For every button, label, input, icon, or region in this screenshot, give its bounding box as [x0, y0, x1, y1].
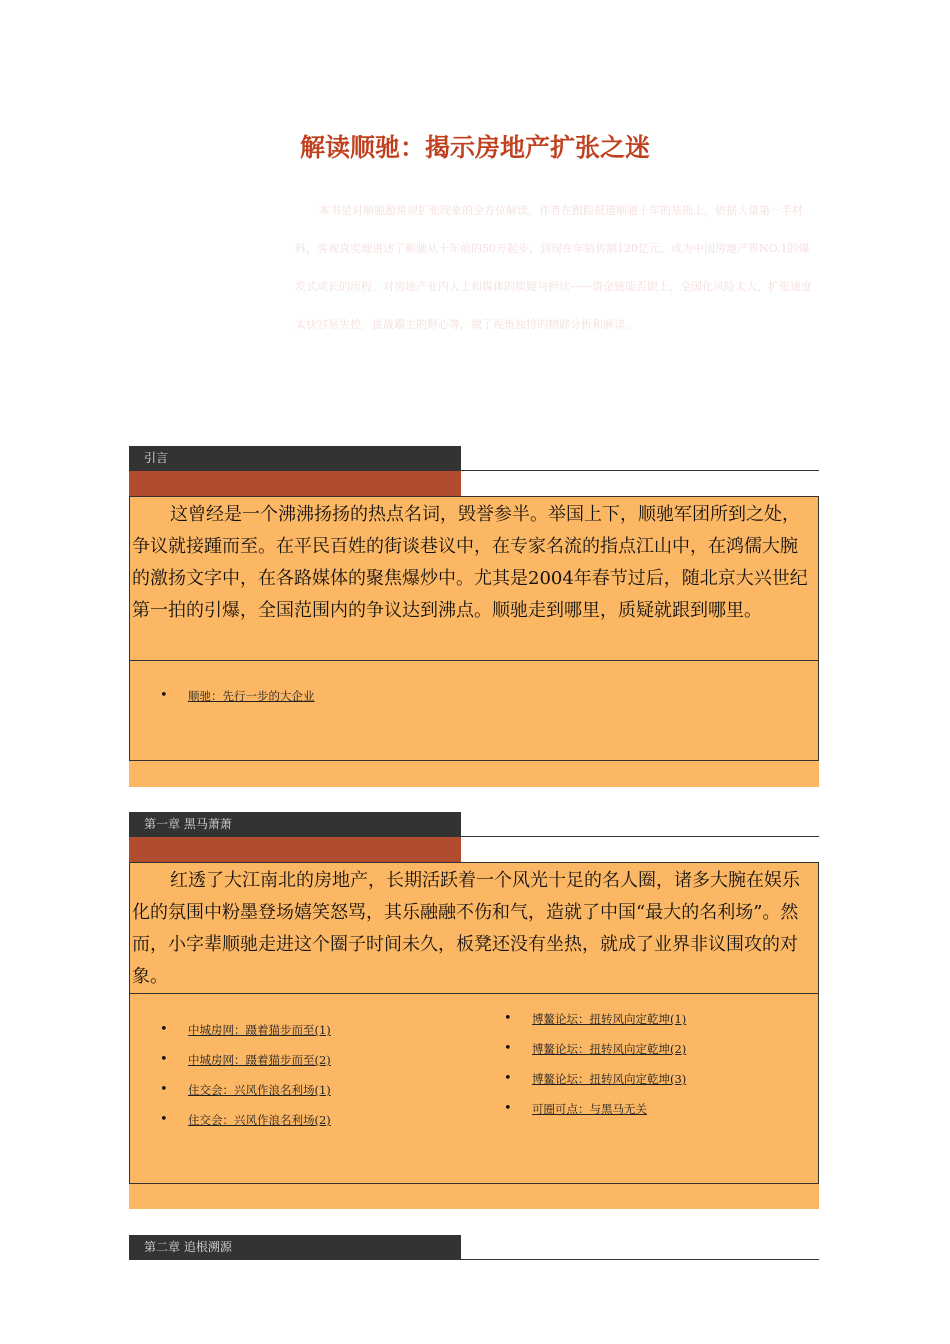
- list-item: [160, 1075, 331, 1105]
- section-text: 红透了大江南北的房地产，长期活跃着一个风光十足的名人圈，诸多大腕在娱乐化的氛围中粉墨登场嬉笑怒骂，其乐融融不伤和气，造就了中国“最大的名利场”。然而，小字辈顺驰走进这个圈子时间未久，板凳还没有坐热，就成了业界非议围攻的对象。: [129, 862, 819, 994]
- chapter-link[interactable]: 博鳌论坛：扭转风向定乾坤(1): [532, 1012, 687, 1026]
- list-item: [160, 1015, 331, 1045]
- link-list-left: [160, 1015, 331, 1135]
- section-links-box: [129, 661, 819, 761]
- list-item: [160, 1105, 331, 1135]
- list-item: [160, 681, 315, 711]
- section-panel-intro: [129, 496, 819, 787]
- chapter-link[interactable]: 中城房网：蹑着猫步而至(2): [188, 1053, 331, 1067]
- chapter-link[interactable]: 顺驰：先行一步的大企业: [188, 689, 315, 703]
- chapter-link[interactable]: 中城房网：蹑着猫步而至(1): [188, 1023, 331, 1037]
- book-summary: 本书是对顺驰超常规扩张现象的全方位解读。作者在跟踪报道顺驰十年的基础上，依据大量第一手材料，客观真实地讲述了顺驰从十年前的50万起步，到现在年销售额120亿元，成为中国房地产界NO.1的爆发式成长的历程。对房地产业内人士和媒体的质疑与担忧——资金链能否跟上，全国化风险太大，扩张速度太快容易失控，挑战霸主的野心等，做了视角独特的精辟分析和解读。: [295, 204, 812, 331]
- list-item: [504, 1004, 686, 1034]
- chapter-link[interactable]: 博鳌论坛：扭转风向定乾坤(3): [532, 1072, 687, 1086]
- section-text: 这曾经是一个沸沸扬扬的热点名词，毁誉参半。举国上下，顺驰军团所到之处，争议就接踵而至。在平民百姓的街谈巷议中，在专家名流的指点江山中，在鸿儒大腕的激扬文字中，在各路媒体的聚焦爆炒中。尤其是2004年春节过后，随北京大兴世纪第一拍的引爆，全国范围内的争议达到沸点。顺驰走到哪里，质疑就跟到哪里。: [129, 496, 819, 661]
- link-list: [160, 681, 315, 711]
- section-accent-bar: [129, 471, 461, 496]
- tab-divider: [461, 836, 819, 837]
- list-item: [160, 1045, 331, 1075]
- section-links-box: [129, 994, 819, 1184]
- document-title: 解读顺驰：揭示房地产扩张之迷: [299, 133, 650, 162]
- list-item: [504, 1064, 686, 1094]
- section-accent-bar: [129, 837, 461, 862]
- section-tab-intro[interactable]: 引言: [129, 446, 461, 471]
- tab-divider: [461, 1259, 819, 1260]
- link-list-right: [504, 1004, 686, 1124]
- chapter-link[interactable]: 博鳌论坛：扭转风向定乾坤(2): [532, 1042, 687, 1056]
- chapter-link[interactable]: 住交会：兴风作浪名利场(2): [188, 1113, 331, 1127]
- list-item: [504, 1094, 686, 1124]
- tab-divider: [461, 470, 819, 471]
- chapter-link[interactable]: 可圈可点：与黑马无关: [532, 1102, 647, 1116]
- section-tab-chapter-1[interactable]: 第一章 黑马萧萧: [129, 812, 461, 837]
- chapter-link[interactable]: 住交会：兴风作浪名利场(1): [188, 1083, 331, 1097]
- list-item: [504, 1034, 686, 1064]
- section-panel-chapter-1: [129, 862, 819, 1209]
- section-tab-chapter-2[interactable]: 第二章 追根溯源: [129, 1235, 461, 1260]
